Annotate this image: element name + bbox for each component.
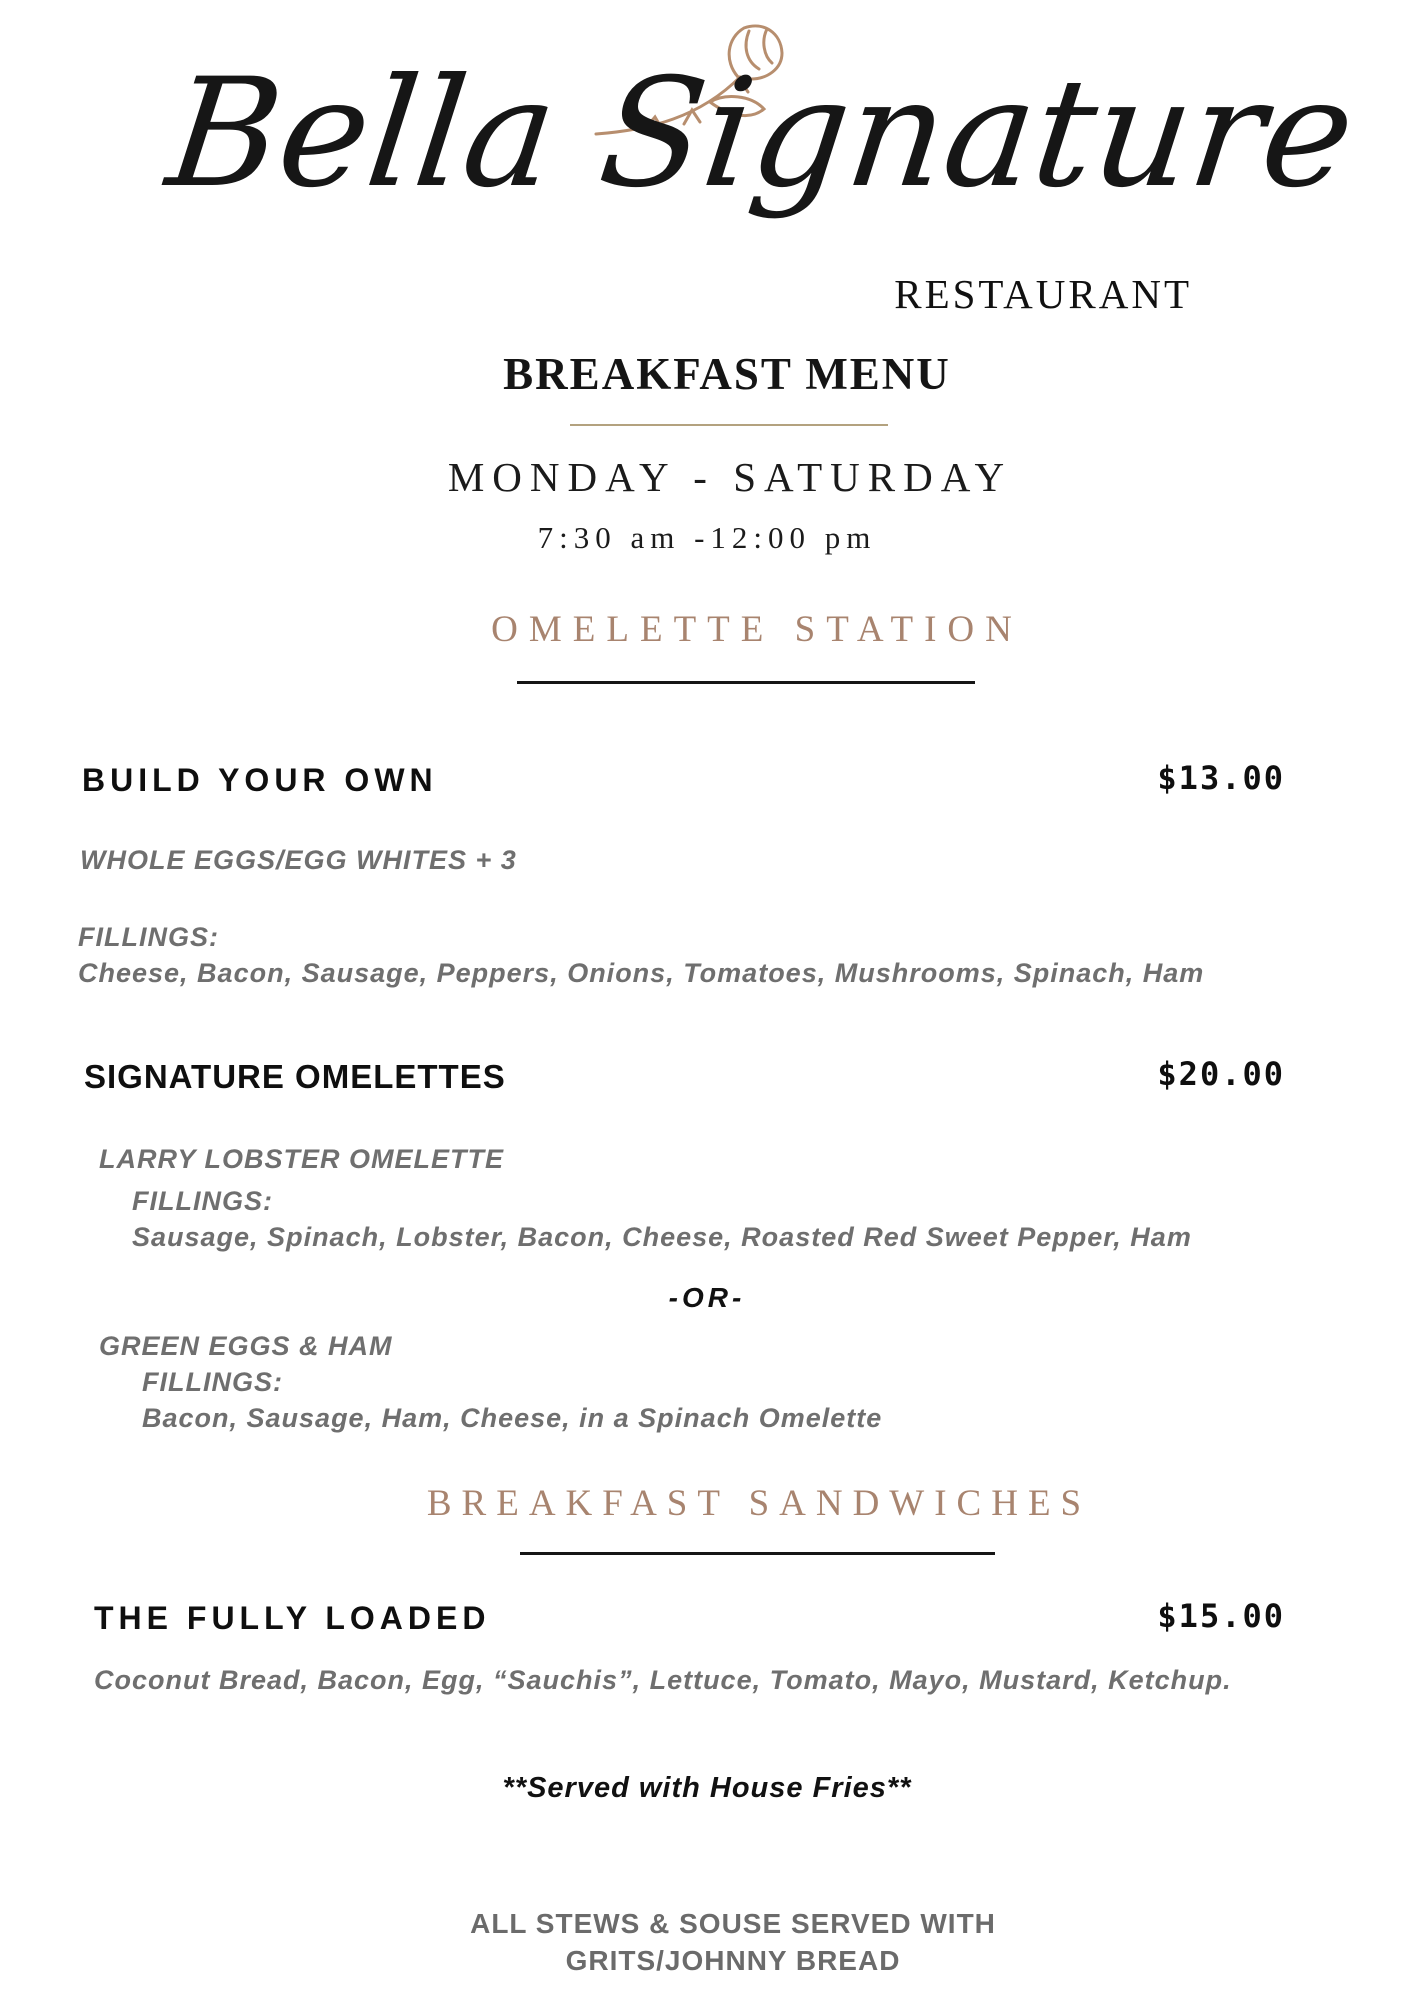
section-underline xyxy=(520,1552,995,1555)
subitem-name-green-eggs-ham: GREEN EGGS & HAM xyxy=(99,1331,393,1361)
fillings-list: Sausage, Spinach, Lobster, Bacon, Cheese, Roasted Red Sweet Pepper, Ham xyxy=(132,1222,1192,1252)
service-days: MONDAY - SATURDAY xyxy=(447,454,1013,500)
title-divider xyxy=(570,424,888,426)
brand-restaurant-word: RESTAURANT xyxy=(894,271,1192,317)
item-price-fully-loaded: $15.00 xyxy=(1157,1597,1285,1635)
item-subline-eggs: WHOLE EGGS/EGG WHITES + 3 xyxy=(80,845,517,875)
fillings-list: Bacon, Sausage, Ham, Cheese, in a Spinach Omelette xyxy=(142,1403,883,1433)
item-name-signature-omelettes: SIGNATURE OMELETTES xyxy=(84,1058,506,1095)
fillings-label: FILLINGS: xyxy=(132,1186,273,1216)
served-with-note: **Served with House Fries** xyxy=(502,1772,912,1804)
footer-note: ALL STEWS & SOUSE SERVED WITH GRITS/JOHNNY BREAD xyxy=(470,1908,996,1976)
item-name-fully-loaded: THE FULLY LOADED xyxy=(94,1600,491,1636)
fillings-list: Cheese, Bacon, Sausage, Peppers, Onions, Tomatoes, Mushrooms, Spinach, Ham xyxy=(78,958,1205,988)
menu-title: BREAKFAST MENU xyxy=(503,349,951,399)
fillings-label: FILLINGS: xyxy=(142,1367,283,1397)
fillings-label: FILLINGS: xyxy=(78,922,219,952)
section-heading-breakfast-sandwiches: BREAKFAST SANDWICHES xyxy=(426,1483,1092,1524)
item-price-signature-omelettes: $20.00 xyxy=(1157,1055,1285,1093)
item-name-build-your-own: BUILD YOUR OWN xyxy=(82,762,438,798)
service-hours: 7:30 am -12:00 pm xyxy=(537,520,877,555)
item-price-build-your-own: $13.00 xyxy=(1157,759,1285,797)
item-description-fully-loaded: Coconut Bread, Bacon, Egg, “Sauchis”, Lettuce, Tomato, Mayo, Mustard, Ketchup. xyxy=(94,1665,1232,1695)
section-underline xyxy=(517,681,975,684)
or-divider: -OR- xyxy=(668,1282,746,1313)
subitem-name-larry-lobster: LARRY LOBSTER OMELETTE xyxy=(99,1144,505,1174)
section-heading-omelette-station: OMELETTE STATION xyxy=(491,609,1023,650)
brand-script-logo: Bella Signature xyxy=(159,47,1363,221)
